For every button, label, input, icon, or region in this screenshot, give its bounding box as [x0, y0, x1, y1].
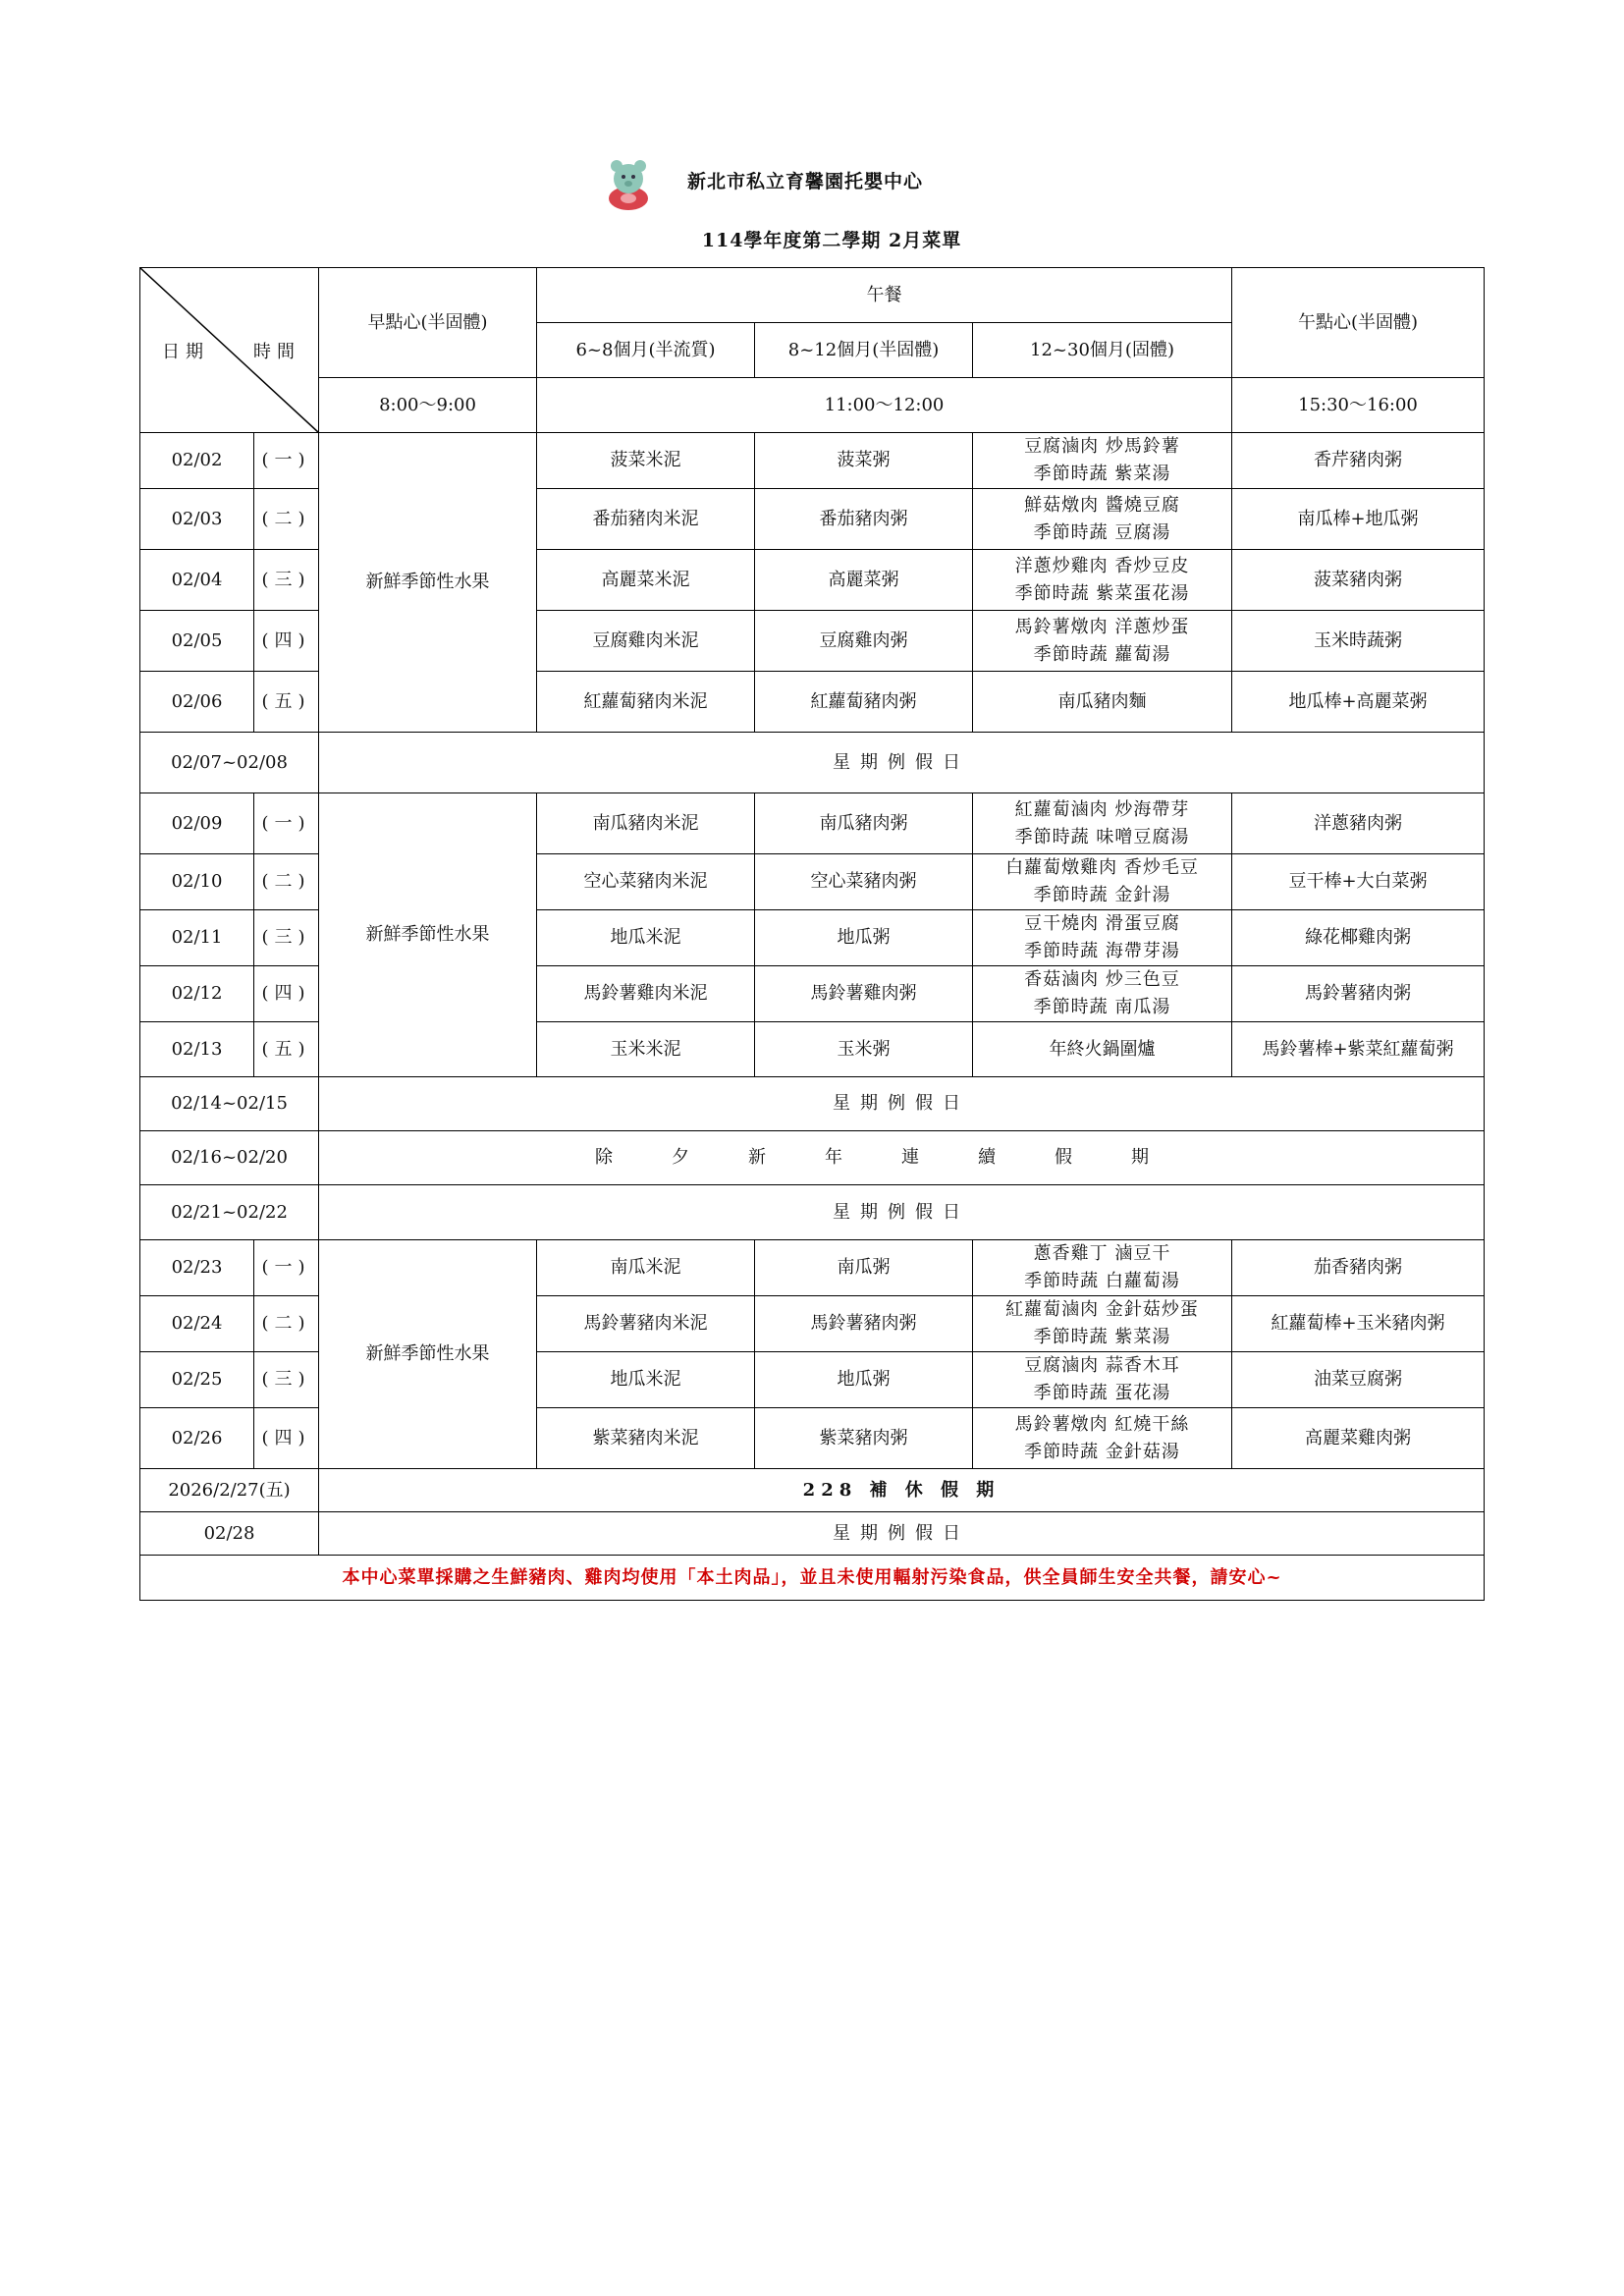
menu-snack: 綠花椰雞肉粥 [1232, 910, 1485, 966]
time-lunch: 11:00～12:00 [537, 378, 1232, 433]
date-cell: 02/23 [140, 1240, 254, 1296]
fruit-cell: 新鮮季節性水果 [319, 1240, 537, 1469]
weekday-cell: (一) [254, 793, 319, 854]
menu-snack: 洋蔥豬肉粥 [1232, 793, 1485, 854]
menu-6-8: 南瓜豬肉米泥 [537, 793, 755, 854]
fruit-cell: 新鮮季節性水果 [319, 433, 537, 733]
date-cell: 2026/2/27(五) [140, 1469, 319, 1512]
menu-12-30: 紅蘿蔔滷肉 金針菇炒蛋 季節時蔬 紫菜湯 [973, 1296, 1232, 1352]
date-cell: 02/24 [140, 1296, 254, 1352]
date-cell: 02/02 [140, 433, 254, 489]
menu-12-30: 蔥香雞丁 滷豆干 季節時蔬 白蘿蔔湯 [973, 1240, 1232, 1296]
menu-12-30: 南瓜豬肉麵 [973, 672, 1232, 733]
date-cell: 02/25 [140, 1352, 254, 1408]
holiday-cell: 除夕新年連續假期 [319, 1131, 1485, 1185]
holiday-cell: 星期例假日 [319, 1077, 1485, 1131]
holiday-row [140, 1185, 1485, 1240]
weekday-cell: (三) [254, 1352, 319, 1408]
menu-6-8: 地瓜米泥 [537, 910, 755, 966]
menu-8-12: 菠菜粥 [755, 433, 973, 489]
menu-8-12: 馬鈴薯雞肉粥 [755, 966, 973, 1022]
menu-12-30: 洋蔥炒雞肉 香炒豆皮 季節時蔬 紫菜蛋花湯 [973, 550, 1232, 611]
menu-12-30: 香菇滷肉 炒三色豆 季節時蔬 南瓜湯 [973, 966, 1232, 1022]
date-cell: 02/03 [140, 489, 254, 550]
menu-6-8: 豆腐雞肉米泥 [537, 611, 755, 672]
fruit-cell: 新鮮季節性水果 [319, 793, 537, 1077]
menu-12-30: 馬鈴薯燉肉 洋蔥炒蛋 季節時蔬 蘿蔔湯 [973, 611, 1232, 672]
menu-8-12: 馬鈴薯豬肉粥 [755, 1296, 973, 1352]
table-row [140, 1240, 1485, 1296]
date-label: 日期 [162, 342, 209, 362]
holiday-cell: 星期例假日 [319, 733, 1485, 793]
date-cell: 02/21~02/22 [140, 1185, 319, 1240]
menu-6-8: 紫菜豬肉米泥 [537, 1408, 755, 1469]
weekday-cell: (五) [254, 672, 319, 733]
lunch-6-8-header: 6~8個月(半流質) [537, 323, 755, 378]
date-cell: 02/14~02/15 [140, 1077, 319, 1131]
menu-snack: 玉米時蔬粥 [1232, 611, 1485, 672]
menu-8-12: 地瓜粥 [755, 1352, 973, 1408]
menu-8-12: 番茄豬肉粥 [755, 489, 973, 550]
menu-6-8: 空心菜豬肉米泥 [537, 854, 755, 910]
time-label: 時間 [253, 342, 300, 362]
weekday-cell: (二) [254, 1296, 319, 1352]
table-row [140, 433, 1485, 489]
menu-snack: 馬鈴薯豬肉粥 [1232, 966, 1485, 1022]
holiday-cell: 228 補 休 假 期 [319, 1469, 1485, 1512]
menu-6-8: 番茄豬肉米泥 [537, 489, 755, 550]
weekday-cell: (二) [254, 854, 319, 910]
date-cell: 02/13 [140, 1022, 254, 1077]
menu-snack: 油菜豆腐粥 [1232, 1352, 1485, 1408]
weekday-cell: (四) [254, 1408, 319, 1469]
menu-8-12: 紫菜豬肉粥 [755, 1408, 973, 1469]
date-cell: 02/26 [140, 1408, 254, 1469]
date-cell: 02/12 [140, 966, 254, 1022]
menu-12-30: 豆腐滷肉 炒馬鈴薯 季節時蔬 紫菜湯 [973, 433, 1232, 489]
menu-6-8: 菠菜米泥 [537, 433, 755, 489]
menu-6-8: 玉米米泥 [537, 1022, 755, 1077]
menu-snack: 地瓜棒+高麗菜粥 [1232, 672, 1485, 733]
menu-table [139, 267, 1485, 1601]
menu-6-8: 馬鈴薯雞肉米泥 [537, 966, 755, 1022]
weekday-cell: (二) [254, 489, 319, 550]
weekday-cell: (四) [254, 966, 319, 1022]
date-cell: 02/28 [140, 1512, 319, 1556]
menu-12-30: 年終火鍋圍爐 [973, 1022, 1232, 1077]
menu-12-30: 豆干燒肉 滑蛋豆腐 季節時蔬 海帶芽湯 [973, 910, 1232, 966]
holiday-cell: 星期例假日 [319, 1512, 1485, 1556]
menu-6-8: 高麗菜米泥 [537, 550, 755, 611]
menu-6-8: 南瓜米泥 [537, 1240, 755, 1296]
lunch-header: 午餐 [537, 268, 1232, 323]
time-morning: 8:00～9:00 [319, 378, 537, 433]
menu-12-30: 豆腐滷肉 蒜香木耳 季節時蔬 蛋花湯 [973, 1352, 1232, 1408]
menu-snack: 馬鈴薯棒+紫菜紅蘿蔔粥 [1232, 1022, 1485, 1077]
menu-6-8: 馬鈴薯豬肉米泥 [537, 1296, 755, 1352]
weekday-cell: (一) [254, 433, 319, 489]
menu-snack: 菠菜豬肉粥 [1232, 550, 1485, 611]
holiday-cell: 星期例假日 [319, 1185, 1485, 1240]
table-row [140, 793, 1485, 854]
menu-8-12: 玉米粥 [755, 1022, 973, 1077]
time-afternoon: 15:30～16:00 [1232, 378, 1485, 433]
lunch-8-12-header: 8~12個月(半固體) [755, 323, 973, 378]
weekday-cell: (三) [254, 550, 319, 611]
bear-logo [601, 155, 656, 212]
date-cell: 02/07~02/08 [140, 733, 319, 793]
safety-notice: 本中心菜單採購之生鮮豬肉、雞肉均使用「本土肉品」，並且未使用輻射污染食品，供全員師生安全共餐，請安心~ [140, 1556, 1485, 1601]
holiday-row [140, 1077, 1485, 1131]
menu-8-12: 南瓜豬肉粥 [755, 793, 973, 854]
menu-12-30: 白蘿蔔燉雞肉 香炒毛豆 季節時蔬 金針湯 [973, 854, 1232, 910]
menu-8-12: 高麗菜粥 [755, 550, 973, 611]
menu-8-12: 南瓜粥 [755, 1240, 973, 1296]
holiday-row [140, 1469, 1485, 1512]
holiday-row [140, 1512, 1485, 1556]
menu-12-30: 馬鈴薯燉肉 紅燒干絲 季節時蔬 金針菇湯 [973, 1408, 1232, 1469]
date-cell: 02/16~02/20 [140, 1131, 319, 1185]
date-time-corner [140, 268, 319, 433]
menu-snack: 豆干棒+大白菜粥 [1232, 854, 1485, 910]
menu-8-12: 空心菜豬肉粥 [755, 854, 973, 910]
weekday-cell: (五) [254, 1022, 319, 1077]
menu-snack: 香芹豬肉粥 [1232, 433, 1485, 489]
notice-row [140, 1556, 1485, 1601]
menu-8-12: 地瓜粥 [755, 910, 973, 966]
date-cell: 02/04 [140, 550, 254, 611]
date-cell: 02/10 [140, 854, 254, 910]
menu-snack: 紅蘿蔔棒+玉米豬肉粥 [1232, 1296, 1485, 1352]
menu-8-12: 豆腐雞肉粥 [755, 611, 973, 672]
lunch-12-30-header: 12~30個月(固體) [973, 323, 1232, 378]
center-name: 新北市私立育馨園托嬰中心 [687, 171, 924, 192]
weekday-cell: (一) [254, 1240, 319, 1296]
menu-6-8: 紅蘿蔔豬肉米泥 [537, 672, 755, 733]
menu-snack: 南瓜棒+地瓜粥 [1232, 489, 1485, 550]
date-cell: 02/06 [140, 672, 254, 733]
menu-title: 114學年度第二學期 2月菜單 [701, 230, 962, 251]
menu-12-30: 鮮菇燉肉 醬燒豆腐 季節時蔬 豆腐湯 [973, 489, 1232, 550]
afternoon-snack-header: 午點心(半固體) [1232, 268, 1485, 378]
weekday-cell: (四) [254, 611, 319, 672]
holiday-row [140, 733, 1485, 793]
date-cell: 02/05 [140, 611, 254, 672]
menu-6-8: 地瓜米泥 [537, 1352, 755, 1408]
menu-snack: 高麗菜雞肉粥 [1232, 1408, 1485, 1469]
morning-snack-header: 早點心(半固體) [319, 268, 537, 378]
date-cell: 02/09 [140, 793, 254, 854]
menu-8-12: 紅蘿蔔豬肉粥 [755, 672, 973, 733]
menu-snack: 茄香豬肉粥 [1232, 1240, 1485, 1296]
date-cell: 02/11 [140, 910, 254, 966]
holiday-row [140, 1131, 1485, 1185]
menu-12-30: 紅蘿蔔滷肉 炒海帶芽 季節時蔬 味噌豆腐湯 [973, 793, 1232, 854]
weekday-cell: (三) [254, 910, 319, 966]
